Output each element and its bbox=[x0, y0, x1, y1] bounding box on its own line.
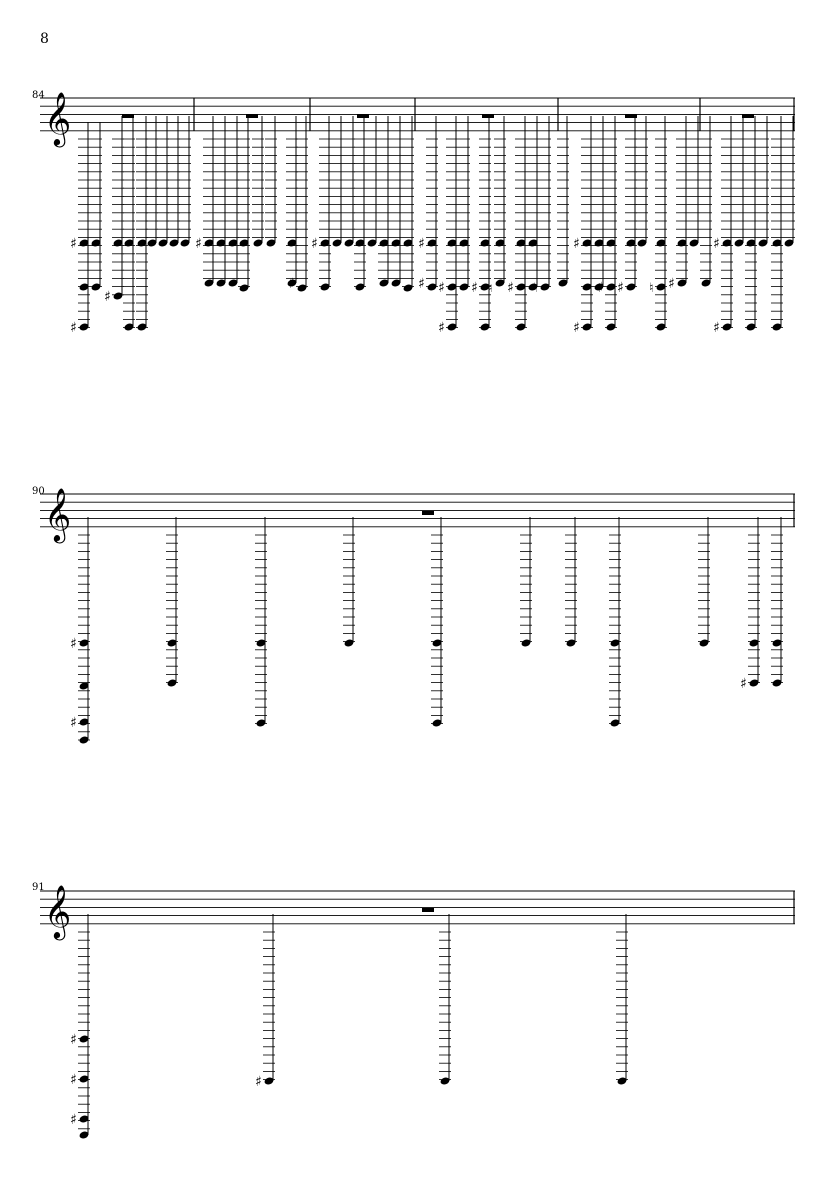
natural-icon: ♮ bbox=[649, 281, 654, 296]
sharp-icon: ♯ bbox=[70, 1032, 77, 1048]
sharp-icon: ♯ bbox=[573, 236, 580, 252]
measure-number: 91 bbox=[32, 882, 45, 893]
sharp-icon: ♯ bbox=[104, 289, 111, 305]
sharp-icon: ♯ bbox=[195, 236, 202, 252]
sharp-icon: ♯ bbox=[668, 276, 675, 292]
sharp-icon: ♯ bbox=[573, 320, 580, 336]
sharp-icon: ♯ bbox=[70, 715, 77, 731]
sharp-icon: ♯ bbox=[713, 320, 720, 336]
page-number: 8 bbox=[40, 31, 49, 47]
natural-icon: ♮ bbox=[488, 281, 493, 296]
sharp-icon: ♯ bbox=[507, 280, 514, 296]
whole-rest bbox=[482, 114, 494, 118]
sharp-icon: ♯ bbox=[597, 280, 604, 296]
treble-clef: 𝄞 bbox=[44, 884, 72, 938]
sharp-icon: ♯ bbox=[70, 1072, 77, 1088]
whole-rest bbox=[122, 114, 134, 118]
sharp-icon: ♯ bbox=[471, 280, 478, 296]
sharp-icon: ♯ bbox=[70, 236, 77, 252]
sharp-icon: ♯ bbox=[70, 320, 77, 336]
measure-number: 90 bbox=[32, 486, 45, 497]
measure-number: 84 bbox=[32, 90, 45, 101]
sharp-icon: ♯ bbox=[255, 1074, 262, 1090]
sharp-icon: ♯ bbox=[311, 236, 318, 252]
whole-rest bbox=[422, 908, 434, 912]
sharp-icon: ♯ bbox=[70, 1112, 77, 1128]
natural-icon: ♮ bbox=[533, 281, 538, 296]
sharp-icon: ♯ bbox=[438, 280, 445, 296]
treble-clef: 𝄞 bbox=[44, 91, 72, 145]
sharp-icon: ♯ bbox=[418, 276, 425, 292]
whole-rest bbox=[422, 511, 434, 515]
sharp-icon: ♯ bbox=[418, 236, 425, 252]
sharp-icon: ♯ bbox=[713, 236, 720, 252]
sharp-icon: ♯ bbox=[617, 280, 624, 296]
sharp-icon: ♯ bbox=[740, 676, 747, 692]
sharp-icon: ♯ bbox=[438, 320, 445, 336]
whole-rest bbox=[742, 114, 754, 118]
whole-rest bbox=[357, 114, 369, 118]
sharp-icon: ♯ bbox=[288, 276, 295, 292]
sharp-icon: ♯ bbox=[70, 636, 77, 652]
treble-clef: 𝄞 bbox=[44, 487, 72, 541]
